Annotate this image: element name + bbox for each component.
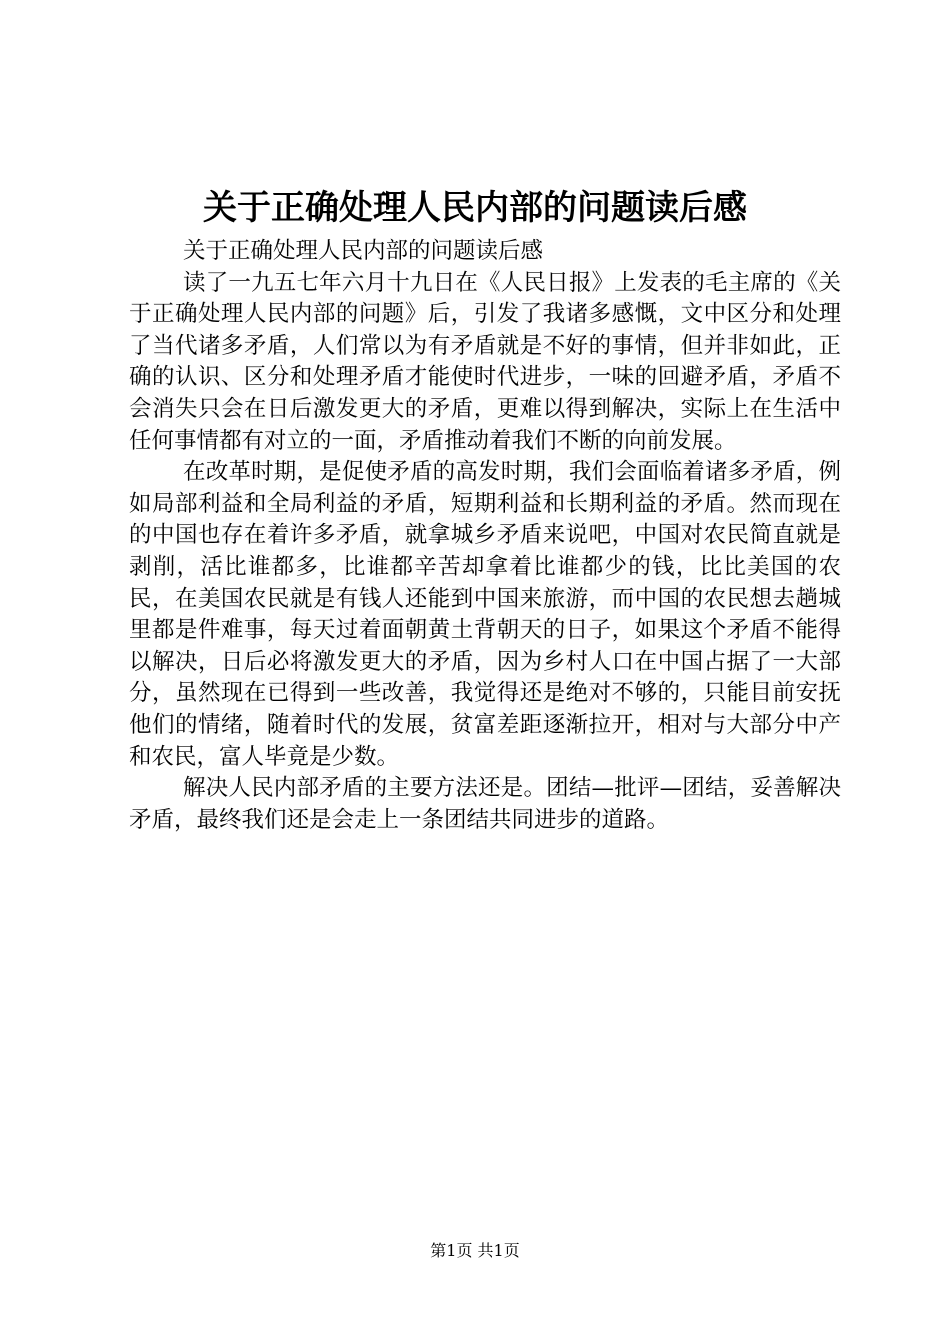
paragraph-1: 读了一九五七年六月十九日在《人民日报》上发表的毛主席的《关于正确处理人民内部的问题》后，引发了我诸多感慨，文中区分和处理了当代诸多矛盾，人们常以为有矛盾就是不好的事情，但并非如此，正确的认识、区分和处理矛盾才能使时代进步，一味的回避矛盾，矛盾不会消失只会在日后激发更大的矛盾，更难以得到解决，实际上在生活中任何事情都有对立的一面，矛盾推动着我们不断的向前发展。 xyxy=(129,269,841,454)
document-body xyxy=(129,236,841,836)
paragraph-subtitle: 关于正确处理人民内部的问题读后感 xyxy=(183,238,544,264)
page-number-footer: 第1页 共1页 xyxy=(430,1241,520,1260)
paragraph-3: 解决人民内部矛盾的主要方法还是。团结—批评—团结，妥善解决矛盾，最终我们还是会走上一条团结共同进步的道路。 xyxy=(129,775,841,833)
paragraph-2: 在改革时期，是促使矛盾的高发时期，我们会面临着诸多矛盾，例如局部利益和全局利益的矛盾，短期利益和长期利益的矛盾。然而现在的中国也存在着许多矛盾，就拿城乡矛盾来说吧，中国对农民简直就是剥削，活比谁都多，比谁都辛苦却拿着比谁都少的钱，比比美国的农民，在美国农民就是有钱人还能到中国来旅游，而中国的农民想去趟城里都是件难事，每天过着面朝黄土背朝天的日子，如果这个矛盾不能得以解决，日后必将激发更大的矛盾，因为乡村人口在中国占据了一大部分，虽然现在已得到一些改善，我觉得还是绝对不够的，只能目前安抚他们的情绪，随着时代的发展，贫富差距逐渐拉开，相对与大部分中产和农民，富人毕竟是少数。 xyxy=(129,459,841,770)
document-title: 关于正确处理人民内部的问题读后感 xyxy=(203,188,747,228)
